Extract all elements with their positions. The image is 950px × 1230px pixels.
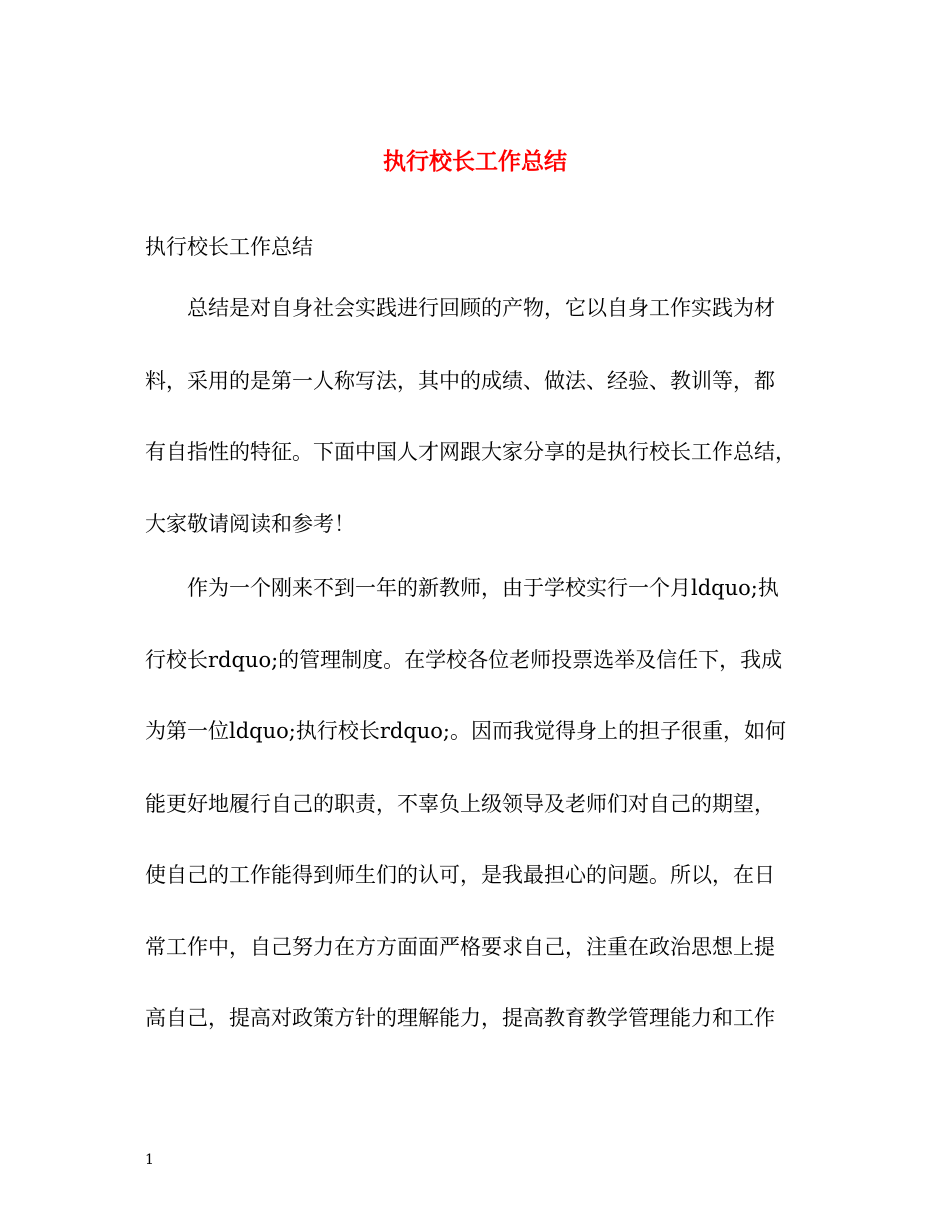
body-line: 为第一位ldquo;执行校长rdquo;。因而我觉得身上的担子很重，如何: [145, 719, 787, 743]
body-line: 行校长rdquo;的管理制度。在学校各位老师投票选举及信任下，我成: [145, 648, 783, 672]
body-line: 作为一个刚来不到一年的新教师，由于学校实行一个月ldquo;执: [145, 576, 779, 600]
body-line: 使自己的工作能得到师生们的认可，是我最担心的问题。所以，在日: [145, 863, 775, 887]
section-heading: 执行校长工作总结: [145, 235, 313, 259]
body-line: 大家敬请阅读和参考！: [145, 512, 355, 536]
document-title: 执行校长工作总结: [383, 148, 567, 175]
page-number: 1: [145, 1152, 154, 1168]
body-line: 高自己，提高对政策方针的理解能力，提高教育教学管理能力和工作: [145, 1006, 775, 1030]
body-line: 能更好地履行自己的职责，不辜负上级领导及老师们对自己的期望，: [145, 792, 775, 816]
body-line: 常工作中，自己努力在方方面面严格要求自己，注重在政治思想上提: [145, 935, 775, 959]
body-line: 有自指性的特征。下面中国人才网跟大家分享的是执行校长工作总结，: [145, 440, 796, 464]
body-line: 料，采用的是第一人称写法，其中的成绩、做法、经验、教训等，都: [145, 369, 775, 393]
body-line: 总结是对自身社会实践进行回顾的产物，它以自身工作实践为材: [145, 296, 775, 320]
